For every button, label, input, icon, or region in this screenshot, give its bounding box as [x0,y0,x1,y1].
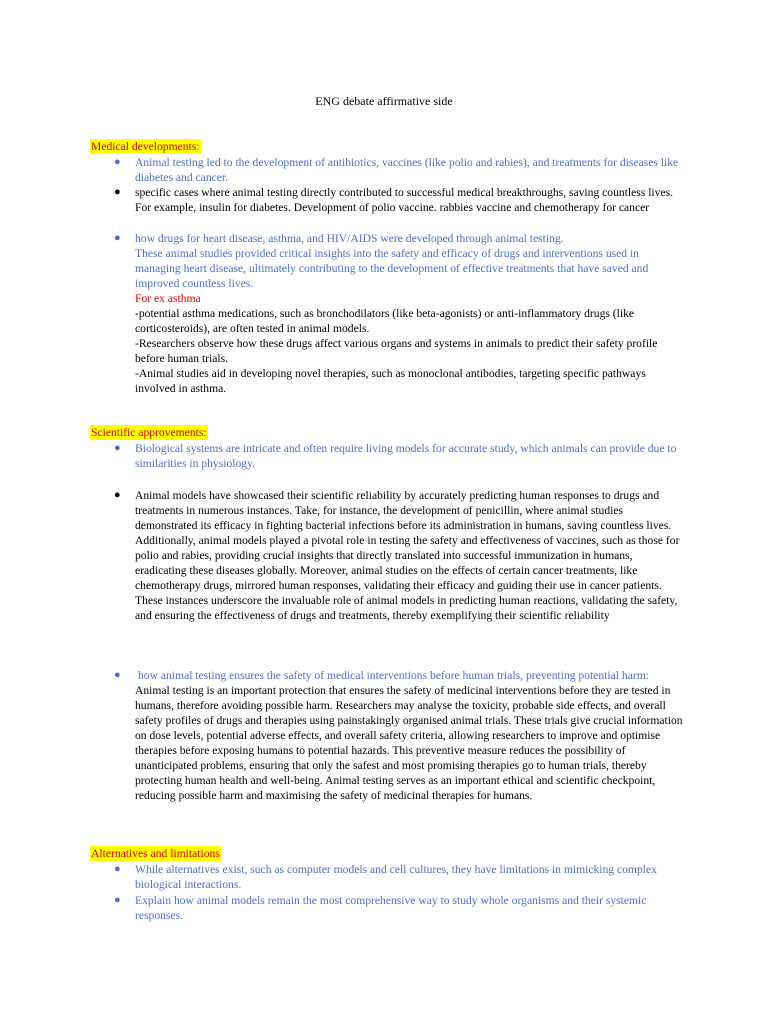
heading-alternatives-and-limitations: Alternatives and limitations [91,847,220,860]
list-item-text: Animal testing led to the development of antibiotics, vaccines (like polio and rabies), and treatments for diseases like diabetes and cancer. [135,156,679,184]
list-item-text: specific cases where animal testing directly contributed to successful medical breakthroughs, saving countless lives. For example, insulin for diabetes. Development of polio vaccine. rabbies vaccine and chemotherapy for cancer [135,186,673,214]
bullet-icon: ● [114,863,121,875]
list-item [114,488,685,623]
example-line: -Researchers observe how these drugs affect various organs and systems in animals to predict their safety profile before human trials. [135,337,658,365]
bullet-icon: ● [114,186,121,198]
list-item [114,231,685,396]
document-title: ENG debate affirmative side [315,94,453,108]
list-item-text: Animal models have showcased their scientific reliability by accurately predicting human responses to drugs and treatments in numerous instances. Take, for instance, the development of penicillin, where animal studies demonstrated its efficacy in fighting bacterial infections before its administration in humans, saving countless lives. Additionally, animal models played a pivotal role in testing the safety and effectiveness of vaccines, such as those for polio and rabies, providing crucial insights that directly translated into successful immunization in humans, eradicating these diseases globally. Moreover, animal studies on the effects of certain cancer treatments, like chemotherapy drugs, mirrored human responses, validating their efficacy and guiding their use in cancer patients. These instances underscore the invaluable role of animal models in predicting human reactions, validating the safety, and ensuring the effectiveness of drugs and treatments, thereby exemplifying their scientific reliability [135,489,680,622]
list-item [114,185,685,215]
example-line: -Animal studies aid in developing novel therapies, such as monoclonal antibodies, targeting specific pathways involved in asthma. [135,367,646,395]
bullet-icon: ● [114,489,121,501]
bullet-icon: ● [114,669,121,681]
heading-scientific-approvements: Scientific approvements: [91,426,207,439]
list-item [114,668,685,803]
list-item-text: Biological systems are intricate and often require living models for accurate study, which animals can provide due to similarities in physiology. [135,442,677,470]
list-item [114,862,685,892]
list-item [114,155,685,185]
list-item-text: how animal testing ensures the safety of medical interventions before human trials, preventing potential harm: [138,669,649,682]
list-item [114,441,685,471]
bullet-icon: ● [114,232,121,244]
list-item-text: While alternatives exist, such as computer models and cell cultures, they have limitations in mimicking complex biological interactions. [135,863,657,891]
bullet-icon: ● [114,442,121,454]
list-item-text: how drugs for heart disease, asthma, and HIV/AIDS were developed through animal testing. [135,232,564,245]
bullet-icon: ● [114,894,121,906]
bullet-icon: ● [114,156,121,168]
example-label: For ex asthma [135,292,201,305]
list-item [114,893,685,923]
example-line: -potential asthma medications, such as bronchodilators (like beta-agonists) or anti-inflammatory drugs (like corticosteroids), are often tested in animal models. [135,307,635,335]
list-item-text: Explain how animal models remain the most comprehensive way to study whole organisms and their systemic responses. [135,894,647,922]
heading-medical-developments: Medical developments: [91,140,200,153]
list-item-paragraph: These animal studies provided critical insights into the safety and efficacy of drugs and interventions used in managing heart disease, ultimately contributing to the development of effective treatments that have saved and improved countless lives. [135,247,649,290]
list-item-paragraph: Animal testing is an important protection that ensures the safety of medicinal interventions before they are tested in humans, therefore avoiding possible harm. Researchers may analyse the toxicity, probable side effects, and overall safety profiles of drugs and therapies using painstakingly organised animal trials. These trials give crucial information on dose levels, potential adverse effects, and overall safety criteria, allowing researchers to improve and optimise therapies before exposing humans to potential hazards. This preventive measure reduces the possibility of unanticipated problems, ensuring that only the safest and most promising therapies go to human trials, thereby protecting human health and well-being. Animal testing serves as an important ethical and scientific checkpoint, reducing possible harm and maximising the safety of medicinal therapies for humans. [135,684,683,802]
